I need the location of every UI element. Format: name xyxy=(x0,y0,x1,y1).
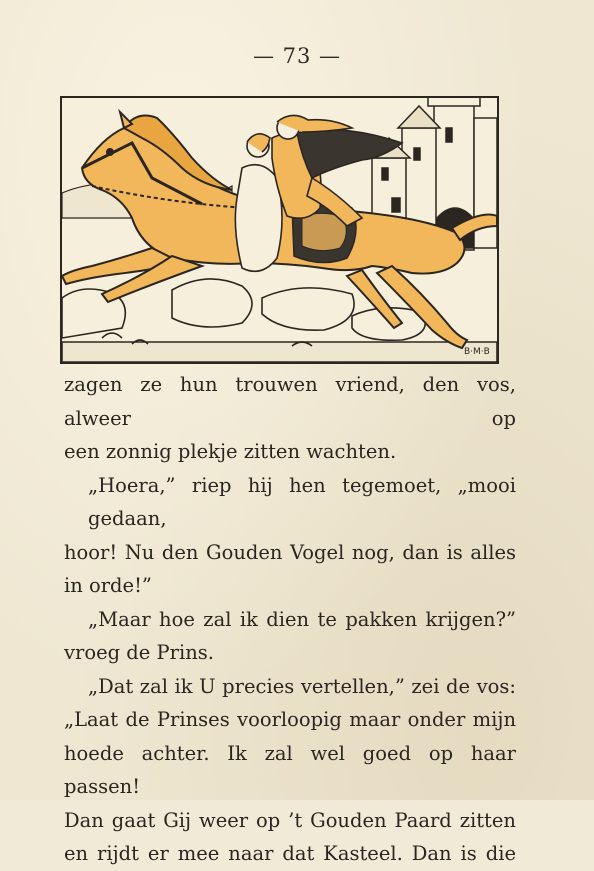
text-line: in orde!” xyxy=(64,574,152,597)
text-line: „Maar hoe zal ik dien te pakken krijgen?” xyxy=(88,607,516,631)
text-line: en rijdt er mee naar dat Kasteel. Dan is die xyxy=(64,842,516,865)
body-text xyxy=(64,368,516,871)
text-line: een zonnig plekje zitten wachten. xyxy=(64,440,397,463)
illustrator-signature: B·M·B xyxy=(464,347,490,357)
text-line: „Dat zal ik U precies vertellen,” zei de vos: xyxy=(88,674,516,698)
text-line: Dan gaat Gij weer op ’t Gouden Paard zitten xyxy=(64,808,516,832)
illustration-drawing xyxy=(62,98,497,362)
text-line: „Hoera,” riep hij hen tegemoet, „mooi gedaan, xyxy=(88,473,516,530)
text-line: vroeg de Prins. xyxy=(64,641,214,664)
text-line: zagen ze hun trouwen vriend, den vos, alweer op xyxy=(64,373,516,430)
text-line: „Laat de Prinses voorloopig maar onder mijn xyxy=(64,708,516,731)
text-line: hoor! Nu den Gouden Vogel nog, dan is alles xyxy=(64,540,516,564)
illustration xyxy=(60,96,499,364)
text-line: hoede achter. Ik zal wel goed op haar passen! xyxy=(64,741,516,798)
page-number: — 73 — xyxy=(252,44,342,68)
